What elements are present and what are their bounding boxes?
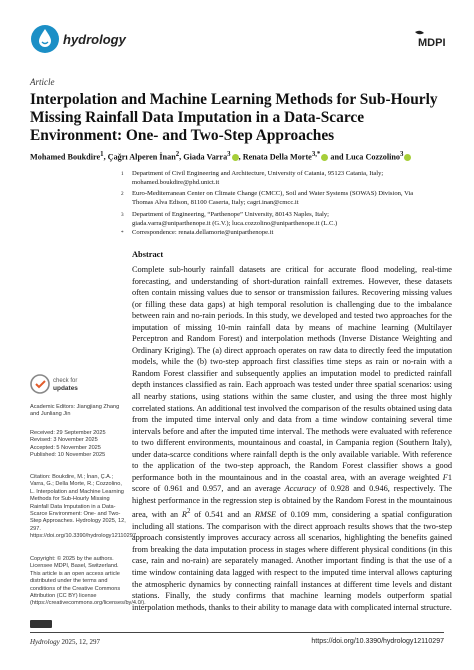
cc-by-license-icon[interactable]: [30, 620, 52, 628]
footer-divider: [30, 632, 444, 633]
journal-name: hydrology: [63, 32, 126, 47]
orcid-icon: [232, 154, 239, 161]
author-name: Mohamed Boukdire: [30, 152, 101, 162]
svg-text:updates: updates: [53, 385, 78, 392]
citation: Citation: Boukdire, M.; İnan, Ç.A.; Varra, G.; Della Morte, R.; Cozzolino, L. Interpolation and Machine Learning Methods for Sub-Hourly Missing Rainfall Data Imputation in a Data-Scarce Environment: One- and Two-Step Approaches. Hydrology 2025, 12, 297. https://doi.org/10.3390/hydrology12110297: [30, 474, 136, 540]
copyright: Copyright: © 2025 by the authors. Licensee MDPI, Basel, Switzerland. This article is an open access article distributed under the terms and conditions of the Creative Commons Attribution (CC BY) license (https://creativecommons.org/licenses/by/4.0/).: [30, 556, 146, 607]
author-list: Mohamed Boukdire$^1$, Çağrı Alperen İnan$^2$, Giada Varra$^3$ , Renata Della Morte$^{3,*}$ and Luca Cozzolino$^3$: [30, 151, 460, 162]
check-for-updates-badge[interactable]: [30, 373, 100, 395]
article-type: Article: [30, 77, 55, 87]
author-name: Çağrı Alperen İnan: [107, 152, 176, 162]
correspondence: * Correspondence: renata.dellamorte@uniparthenope.it: [121, 229, 274, 236]
academic-editors: Academic Editors: Jiangjiang Zhang and Junliang Jin: [30, 404, 120, 418]
affiliation: 1 Department of Civil Engineering and Architecture, University of Catania, 95123 Catania, Italy; mohamed.boukdire@phd.unict.it: [121, 170, 384, 186]
author-name: Renata Della Morte: [242, 152, 312, 162]
svg-text:check for: check for: [53, 378, 78, 384]
article-title: Interpolation and Machine Learning Methods for Sub-Hourly Missing Rainfall Data Imputation in a Data-Scarce Environment: One- and Two-Step Approaches: [30, 91, 438, 144]
journal-logo-icon: [30, 24, 60, 54]
orcid-icon: [404, 154, 411, 161]
footer-doi-link[interactable]: https://doi.org/10.3390/hydrology12110297: [311, 638, 444, 645]
publisher-name: MDPI: [418, 37, 446, 49]
author-name: Luca Cozzolino: [345, 152, 401, 162]
affiliation: 2 Euro-Mediterranean Center on Climate Change (CMCC), Soil and Water Systems (SOWAS) Division, Via Thomas Alva Edison, 81100 Caserta, Italy; cagri.inan@cmcc.it: [121, 190, 414, 206]
publisher-logo: [412, 27, 452, 49]
abstract-body: Complete sub-hourly rainfall datasets are critical for accurate flood modeling, real-time forecasting, and understanding of short-duration rainfall extremes. However, these datasets often contain missing values due to sensor or transmission failures. Recovering missing values (or filling these data gaps) at high temporal resolution is challenging due to the imbalance between rain and no-rain periods. In this study, we developed and tested two approaches for the imputation of missing 10-min rainfall data by means of machine learning (Multilayer Perceptron and Random Forest) and interpolation methods (Inverse Distance Weighting and Ordinary Kriging). The (a) direct approach operates on raw data to directly feed the imputation models, while the (b) two-step approach first classifies time steps as rain or no-rain with a Random Forest classifier and subsequently applies an imputation model to predicted rainfall depth instances classified as rain. Each approach was tested under three spatial scenarios: using all nearby stations, using stations within the same cluster, and using the three most highly correlated stations. An additional test involved the comparison of the results obtained using data from the imputed time interval only and data from a time window containing several time intervals before and after the imputed time interval. The methods were evaluated with reference to two different environments, mountainous and coastal, in Campania region (Southern Italy), under data-scarce conditions where rainfall depth is the only available variable. With reference to the application of the two-step approach, the Random Forest classifier shows a good performance both in the mountainous and in the coastal area, with an average weighted F1 score of 0.961 and 0.957, and an average Accuracy of 0.928 and 0.946, respectively. The highest performance in the regression step is obtained by the Random Forest in the mountainous area, with an $R^2$ of 0.541 and an RMSE of 0.109 mm, considering a spatial configuration including all stations. The comparison with the direct approach results shows that the two-step approach consistently improves accuracy across all scenarios, highlighting the benefits gained from breaking the data imputation process in stages where different physical conditions (in this case, rain and no-rain) are separately managed. Another important finding is that the use of a time window containing data lagged with respect to the imputed time interval allows capturing the atmospheric dynamics by connecting rainfall instances at different time levels and distant stations. Finally, the study confirms that machine learning models outperform spatial interpolation methods, thanks to their ability to manage data with complicated internal structure.: [132, 265, 452, 612]
dates: Received: 29 September 2025 Revised: 3 November 2025 Accepted: 5 November 2025 Published: 10 November 2025: [30, 430, 106, 459]
affiliation: 3 Department of Engineering, “Parthenope” University, 80143 Naples, Italy; giada.varra@uniparthenope.it (G.V.); luca.cozzolino@uniparthenope.it (L.C.): [121, 211, 338, 227]
abstract-heading: Abstract: [132, 250, 164, 259]
footer-citation: Hydrology 2025, 12, 297: [30, 638, 100, 646]
orcid-icon: [321, 154, 328, 161]
author-name: Giada Varra: [183, 152, 228, 162]
